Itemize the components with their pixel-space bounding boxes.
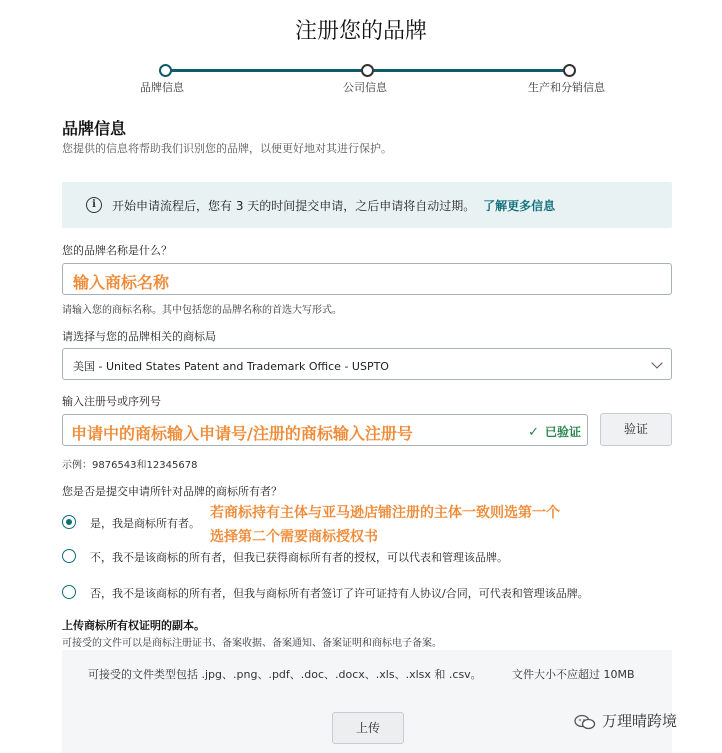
watermark-text: 万理晴跨境 (602, 712, 678, 730)
step-1-dot (159, 64, 172, 77)
info-banner-message: 开始申请流程后，您有 3 天的时间提交申请，之后申请将自动过期。 (112, 199, 476, 213)
progress-stepper (0, 64, 722, 104)
ownership-option-authorized[interactable] (62, 546, 702, 566)
ownership-option-licensee[interactable] (62, 582, 702, 602)
annotation-line-1: 若商标持有主体与亚马逊店铺注册的主体一致则选第一个 (210, 505, 560, 521)
annotation-line-2: 选择第二个需要商标授权书 (210, 529, 378, 545)
learn-more-link[interactable]: 了解更多信息 (483, 199, 556, 213)
watermark (574, 710, 677, 731)
step-2-dot (361, 64, 374, 77)
upload-dropzone[interactable] (62, 650, 672, 753)
registration-number-label: 输入注册号或序列号 (62, 395, 161, 408)
brand-name-hint: 请输入您的商标名称。其中包括您的品牌名称的首选大写形式。 (62, 305, 342, 316)
info-icon: i (86, 197, 102, 213)
trademark-office-select[interactable] (62, 348, 672, 380)
trademark-office-selected: 美国 - United States Patent and Trademark Office - USPTO (73, 360, 389, 373)
ownership-question: 您是否是提交申请所针对品牌的商标所有者？ (62, 485, 282, 498)
upload-file-types: 可接受的文件类型包括 .jpg、.png、.pdf、.doc、.docx、.xls、.xlsx 和 .csv。 (88, 668, 482, 681)
brand-name-input[interactable] (62, 263, 672, 295)
ownership-option-label: 否，我不是该商标的所有者，但我与商标所有者签订了许可证持有人协议/合同，可代表和管理该品牌。 (90, 587, 589, 600)
step-3-dot (563, 64, 576, 77)
brand-name-input-annotation: 输入商标名称 (73, 273, 170, 292)
section-title: 品牌信息 (62, 119, 127, 138)
page-title: 注册您的品牌 (294, 19, 427, 44)
radio-button[interactable] (62, 585, 76, 599)
chevron-down-icon (651, 357, 662, 368)
step-3-label: 生产和分销信息 (528, 81, 605, 94)
section-description: 您提供的信息将帮助我们识别您的品牌，以便更好地对其进行保护。 (62, 142, 392, 155)
verify-button[interactable]: 验证 (600, 413, 672, 446)
registration-input-annotation: 申请中的商标输入申请号/注册的商标输入注册号 (71, 424, 413, 443)
upload-button[interactable]: 上传 (332, 712, 404, 744)
verified-status (528, 423, 581, 440)
radio-button-checked[interactable] (62, 515, 76, 529)
upload-description: 可接受的文件可以是商标注册证书、备案收据、备案通知、备案证明和商标电子备案。 (62, 638, 442, 649)
wechat-icon (574, 714, 596, 730)
ownership-option-label: 是，我是商标所有者。 (90, 517, 200, 530)
info-banner-text (112, 197, 555, 214)
radio-button[interactable] (62, 549, 76, 563)
checkmark-icon: ✓ (528, 425, 539, 440)
registration-example: 示例：9876543和12345678 (62, 460, 198, 471)
upload-title: 上传商标所有权证明的副本。 (62, 619, 205, 632)
brand-name-label: 您的品牌名称是什么？ (62, 244, 172, 257)
upload-size-limit: 文件大小不应超过 10MB (512, 668, 635, 681)
ownership-option-label: 不，我不是该商标的所有者，但我已获得商标所有者的授权，可以代表和管理该品牌。 (90, 551, 508, 564)
step-1-label: 品牌信息 (140, 81, 184, 94)
info-banner (62, 182, 672, 228)
trademark-office-label: 请选择与您的品牌相关的商标局 (62, 330, 216, 343)
step-2-label: 公司信息 (343, 81, 387, 94)
verified-text: 已验证 (544, 425, 581, 439)
registration-number-input[interactable] (62, 414, 588, 446)
